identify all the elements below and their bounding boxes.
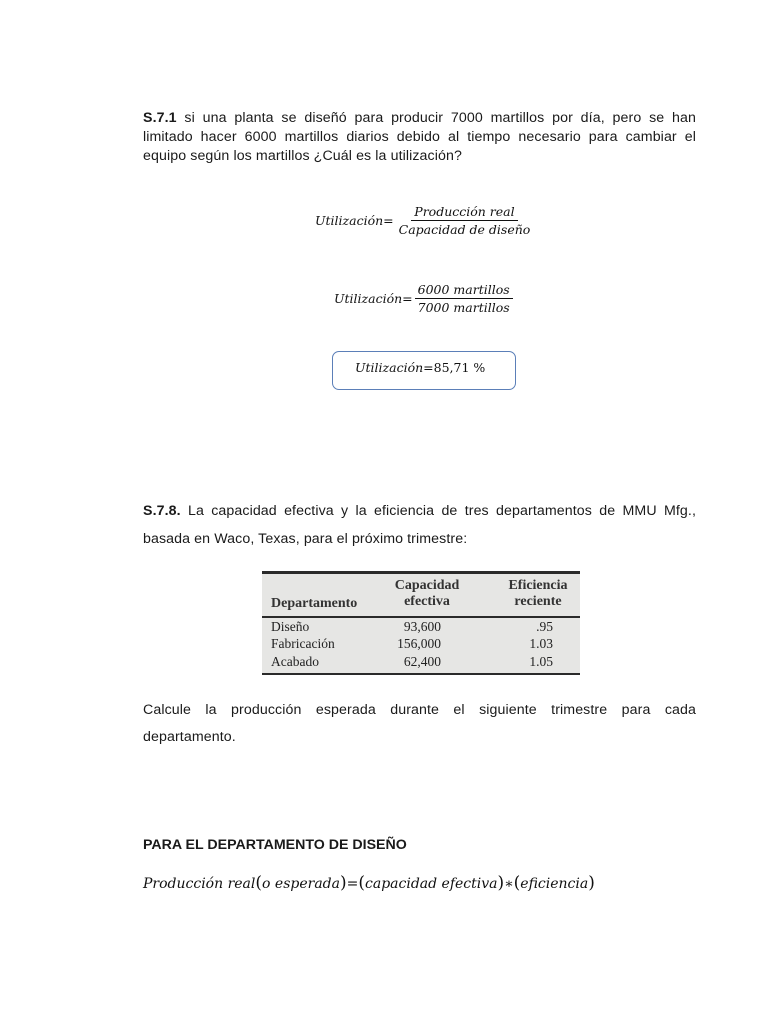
formula-term-a: Producción real bbox=[143, 876, 256, 892]
table-row bbox=[262, 636, 580, 654]
formula-multiply: ∗ bbox=[504, 876, 514, 892]
section-heading: PARA EL DEPARTAMENTO DE DISEÑO bbox=[143, 837, 407, 853]
problem-2-text: La capacidad efectiva y la eficiencia de tres departamentos de MMU Mfg., basada en Waco, Texas, para el próximo trimestre: bbox=[143, 503, 696, 547]
utilization-result bbox=[355, 360, 485, 375]
problem-2-statement bbox=[143, 497, 696, 553]
formula-term-d: eficiencia bbox=[520, 876, 589, 892]
formula-fraction bbox=[396, 204, 534, 237]
header-efficiency bbox=[498, 578, 578, 610]
result-lhs: Utilización= bbox=[355, 360, 434, 375]
substitution-denominator: 7000 martillos bbox=[417, 300, 510, 315]
cell-department: Diseño bbox=[271, 619, 310, 634]
formula-term-b: o esperada bbox=[262, 876, 340, 892]
cell-efficiency: 1.05 bbox=[529, 654, 553, 669]
cell-capacity: 62,400 bbox=[403, 654, 441, 669]
header-efficiency-line1: Eficiencia bbox=[508, 578, 568, 593]
header-capacity-line2: efectiva bbox=[404, 594, 450, 609]
result-value: 85,71 % bbox=[433, 360, 486, 375]
formula-numerator: Producción real bbox=[411, 204, 517, 221]
substitution-lhs: Utilización= bbox=[334, 291, 413, 306]
header-capacity-line1: Capacidad bbox=[394, 578, 460, 593]
header-department: Departamento bbox=[271, 596, 358, 611]
table-row bbox=[262, 654, 580, 672]
cell-capacity: 156,000 bbox=[397, 636, 441, 651]
substitution-numerator: 6000 martillos bbox=[415, 282, 513, 299]
cell-department: Fabricación bbox=[271, 636, 335, 651]
problem-2-label: S.7.8. bbox=[143, 503, 181, 519]
formula-denominator: Capacidad de diseño bbox=[398, 222, 531, 237]
substitution-fraction bbox=[415, 282, 513, 315]
cell-efficiency: 1.03 bbox=[529, 636, 553, 651]
formula-lhs: Utilización= bbox=[315, 213, 394, 228]
problem-1-statement bbox=[143, 109, 696, 166]
header-capacity bbox=[380, 578, 474, 610]
cell-efficiency: .95 bbox=[536, 619, 553, 634]
header-divider bbox=[262, 616, 580, 618]
department-table bbox=[262, 571, 580, 675]
table-row bbox=[262, 619, 580, 637]
expected-production-formula: Producción real(o esperada)=(capacidad efectiva)∗(eficiencia) bbox=[143, 873, 595, 893]
utilization-substitution bbox=[334, 282, 513, 315]
formula-term-c: capacidad efectiva bbox=[365, 876, 498, 892]
utilization-formula bbox=[315, 204, 533, 237]
cell-capacity: 93,600 bbox=[403, 619, 441, 634]
problem-1-text: si una planta se diseñó para producir 7000 martillos por día, pero se han limitado hacer 6000 martillos diarios debido al tiempo necesario para cambiar el equipo según los martillos ¿Cuál es la utilización? bbox=[143, 110, 696, 164]
formula-equals: = bbox=[346, 876, 359, 892]
problem-1-label: S.7.1 bbox=[143, 110, 177, 126]
cell-department: Acabado bbox=[271, 654, 319, 669]
header-efficiency-line2: reciente bbox=[514, 594, 562, 609]
problem-2-question: Calcule la producción esperada durante el siguiente trimestre para cada departamento. bbox=[143, 702, 696, 745]
result-box bbox=[332, 351, 516, 390]
